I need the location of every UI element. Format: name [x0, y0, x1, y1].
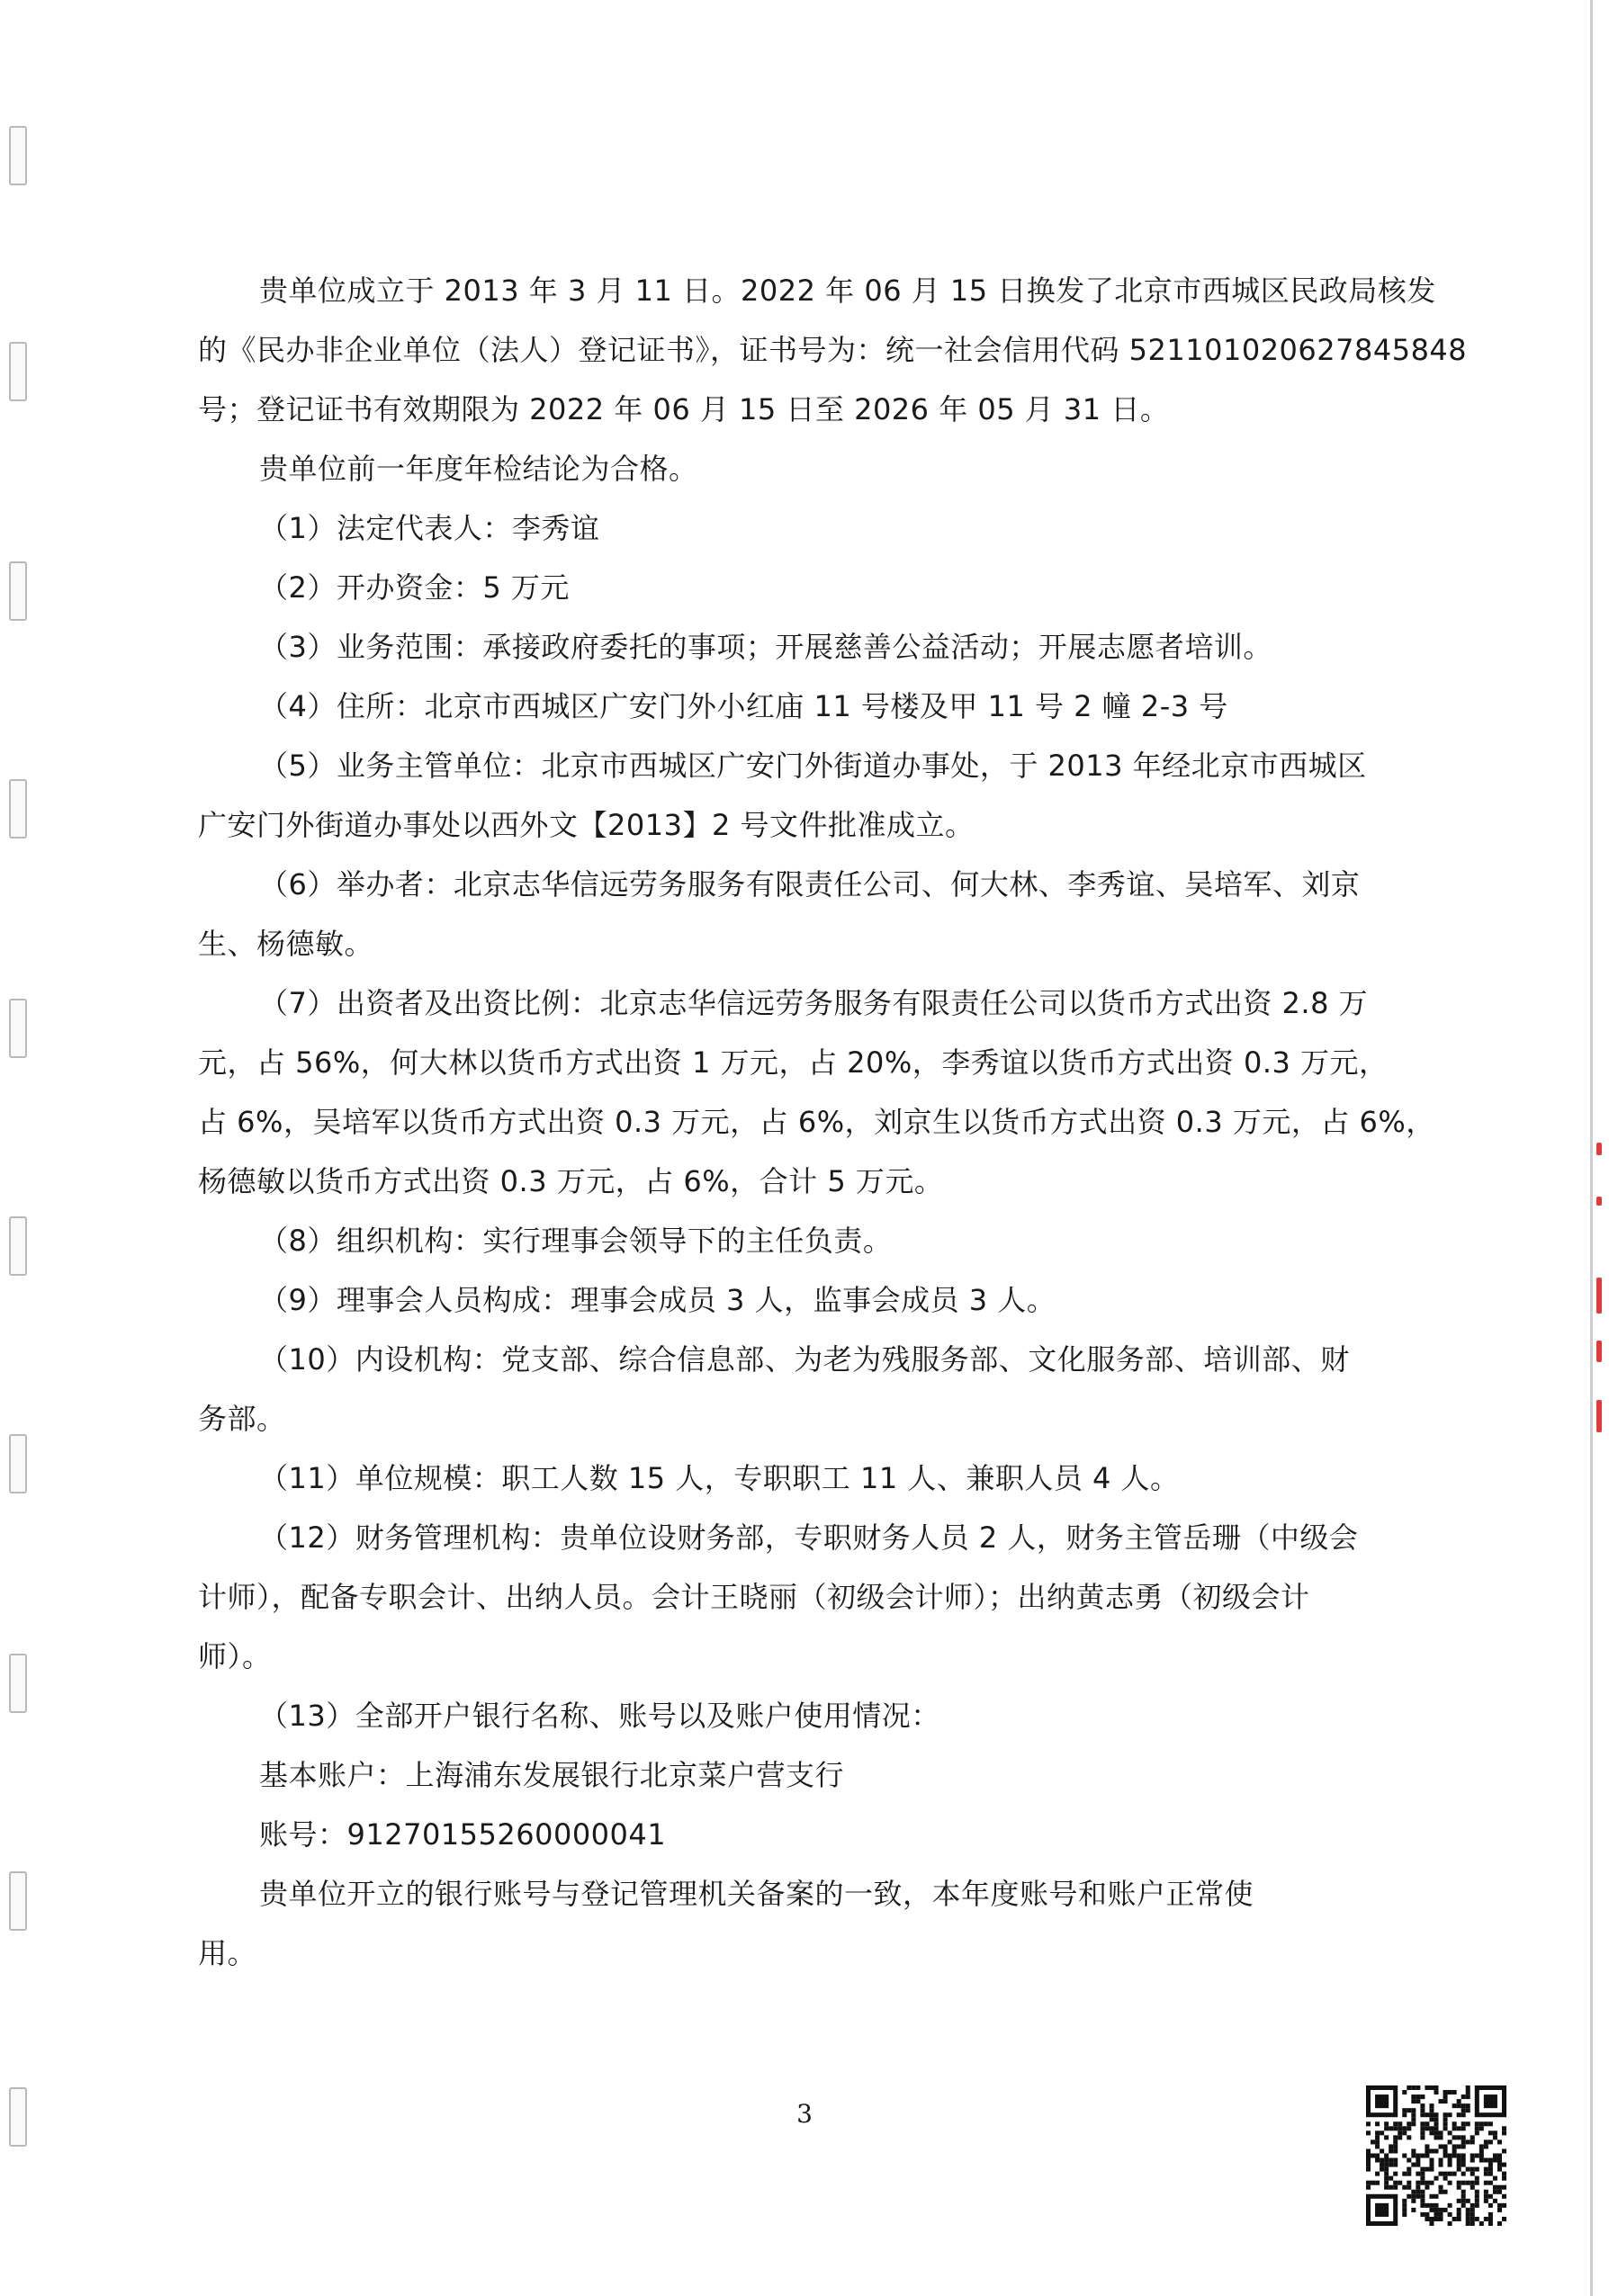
binding-hole-mark — [9, 126, 27, 185]
body-line: （2）开办资金：5 万元 — [259, 570, 570, 605]
body-line: （7）出资者及出资比例：北京志华信远劳务服务有限责任公司以货币方式出资 2.8 万 — [259, 986, 1369, 1020]
body-line: 占 6%，吴培军以货币方式出资 0.3 万元，占 6%，刘京生以货币方式出资 0.3 万元，占 6%， — [198, 1105, 1435, 1139]
body-line: 基本账户：上海浦东发展银行北京菜户营支行 — [259, 1758, 845, 1792]
body-line: 贵单位前一年度年检结论为合格。 — [259, 452, 698, 486]
body-line: （13）全部开户银行名称、账号以及账户使用情况： — [259, 1699, 940, 1733]
body-line: （10）内设机构：党支部、综合信息部、为老为残服务部、文化服务部、培训部、财 — [259, 1342, 1350, 1377]
body-line: （12）财务管理机构：贵单位设财务部，专职财务人员 2 人，财务主管岳珊（中级会 — [259, 1520, 1359, 1555]
body-line: （4）住所：北京市西城区广安门外小红庙 11 号楼及甲 11 号 2 幢 2-3 号 — [259, 689, 1228, 723]
body-line: （3）业务范围：承接政府委托的事项；开展慈善公益活动；开展志愿者培训。 — [259, 630, 1272, 664]
body-line: （9）理事会人员构成：理事会成员 3 人，监事会成员 3 人。 — [259, 1283, 1056, 1317]
body-line: 计师），配备专职会计、出纳人员。会计王晓丽（初级会计师）；出纳黄志勇（初级会计 — [198, 1580, 1310, 1614]
binding-hole-mark — [9, 561, 27, 621]
body-line: （5）业务主管单位：北京市西城区广安门外街道办事处，于 2013 年经北京市西城区 — [259, 749, 1367, 783]
binding-hole-mark — [9, 999, 27, 1058]
binding-hole-mark — [9, 342, 27, 401]
seal-edge-mark — [1596, 1341, 1602, 1362]
page-number: 3 — [796, 2099, 813, 2129]
binding-hole-mark — [9, 1434, 27, 1493]
binding-hole-mark — [9, 779, 27, 839]
body-line: （8）组织机构：实行理事会领导下的主任负责。 — [259, 1224, 893, 1258]
body-line: （6）举办者：北京志华信远劳务服务有限责任公司、何大林、李秀谊、吴培军、刘京 — [259, 867, 1361, 901]
body-line: 的《民办非企业单位（法人）登记证书》，证书号为：统一社会信用代码 52110102062784584​8 — [198, 333, 1468, 367]
seal-edge-mark — [1596, 1197, 1602, 1206]
body-line: 用。 — [198, 1936, 257, 1970]
seal-edge-mark — [1596, 1143, 1602, 1155]
body-line: 生、杨德敏。 — [198, 927, 374, 961]
body-line: 贵单位成立于 2013 年 3 月 11 日。2022 年 06 月 15 日换发了北京市西城区民政局核发 — [259, 274, 1436, 308]
body-line: 广安门外街道办事处以西外文【2013】2 号文件批准成立。 — [198, 808, 975, 842]
body-line: 师）。 — [198, 1639, 272, 1673]
qr-code-icon — [1366, 2085, 1506, 2226]
body-line: 号；登记证书有效期限为 2022 年 06 月 15 日至 2026 年 05 月 31 日。 — [198, 392, 1170, 426]
seal-edge-mark — [1596, 1278, 1602, 1314]
page-edge-shadow — [1590, 0, 1593, 2296]
body-line: 账号：91270155260000041 — [259, 1817, 667, 1852]
binding-hole-mark — [9, 1216, 27, 1276]
body-line: 杨德敏以货币方式出资 0.3 万元，占 6%，合计 5 万元。 — [198, 1164, 944, 1198]
binding-hole-mark — [9, 1654, 27, 1713]
body-line: （11）单位规模：职工人数 15 人，专职职工 11 人、兼职人员 4 人。 — [259, 1461, 1180, 1495]
body-line: 元，占 56%，何大林以货币方式出资 1 万元，占 20%，李秀谊以货币方式出资 0.3 万元， — [198, 1045, 1389, 1080]
binding-hole-mark — [9, 1871, 27, 1931]
body-line: 贵单位开立的银行账号与登记管理机关备案的一致，本年度账号和账户正常使 — [259, 1877, 1254, 1911]
body-line: （1）法定代表人：李秀谊 — [259, 511, 600, 545]
document-body — [198, 261, 1468, 1983]
body-line: 务部。 — [198, 1402, 286, 1436]
seal-edge-mark — [1596, 1400, 1602, 1432]
